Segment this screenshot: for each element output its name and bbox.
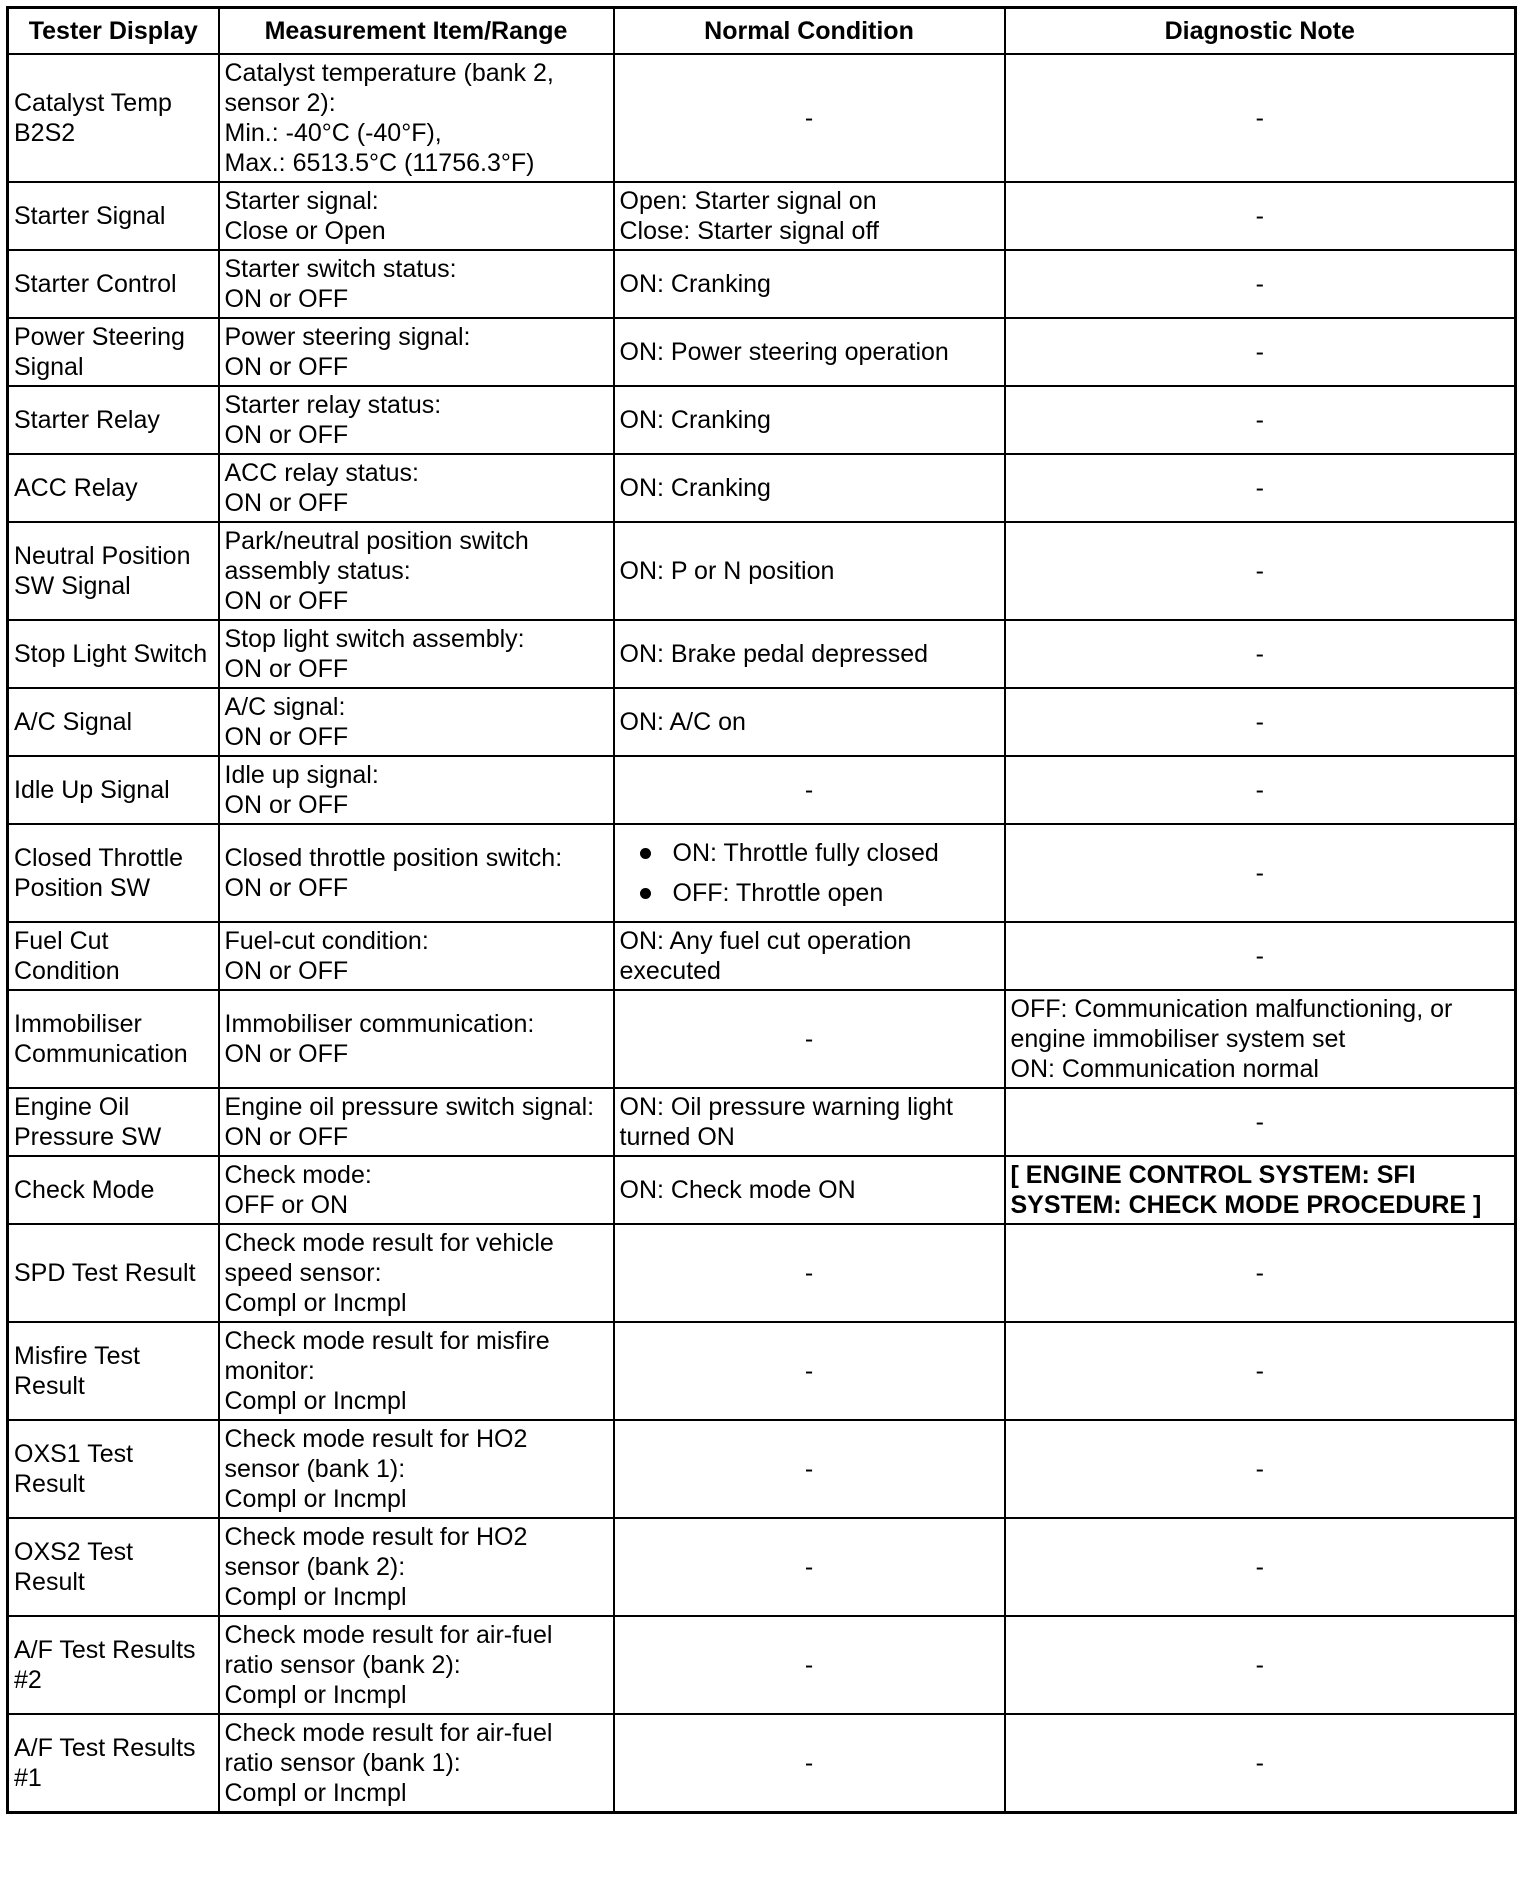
cell-measurement-range [219,386,614,454]
cell-line: assembly status: [224,557,411,585]
cell-line: Check mode result for air-fuel [224,1621,553,1649]
cell-line: Power Steering [14,323,185,351]
cell-tester-display [8,922,219,990]
cell-line: - [1255,859,1264,887]
cell-line: ON or OFF [224,655,349,683]
cell-line: Check mode result for HO2 [224,1523,528,1551]
cell-line: ON or OFF [224,723,349,751]
cell-line: - [804,776,814,804]
cell-line: SW Signal [14,572,131,600]
cell-line: - [1255,338,1264,366]
cell-diagnostic-note [1005,1224,1516,1322]
cell-measurement-range [219,1714,614,1813]
header-normal-condition: Normal Condition [614,8,1005,55]
cell-line: - [1255,1108,1264,1136]
cell-line: ACC Relay [14,474,138,502]
cell-normal-condition [614,688,1005,756]
cell-diagnostic-note [1005,454,1516,522]
cell-line: ON: Communication normal [1010,1055,1319,1083]
cell-line: Communication [14,1040,188,1068]
cell-measurement-range [219,182,614,250]
cell-diagnostic-note [1005,54,1516,182]
cell-line: Close: Starter signal off [619,217,879,245]
cell-line: A/C signal: [224,693,346,721]
cell-measurement-range [219,1156,614,1224]
cell-line: ON: Check mode ON [619,1176,856,1204]
cell-line: Power steering signal: [224,323,471,351]
cell-line: Starter Relay [14,406,160,434]
cell-tester-display [8,54,219,182]
cell-measurement-range [219,250,614,318]
header-diagnostic-note: Diagnostic Note [1005,8,1516,55]
cell-tester-display [8,386,219,454]
cell-measurement-range [219,1088,614,1156]
cell-diagnostic-note [1005,922,1516,990]
cell-line: Neutral Position [14,542,191,570]
cell-diagnostic-note [1005,1616,1516,1714]
cell-line: Closed throttle position switch: [224,844,563,872]
header-tester-display: Tester Display [8,8,219,55]
cell-line: Starter relay status: [224,391,442,419]
cell-line: - [1255,776,1264,804]
cell-normal-condition [614,1420,1005,1518]
cell-measurement-range [219,620,614,688]
cell-line: Compl or Incmpl [224,1387,407,1415]
cell-diagnostic-note [1005,1322,1516,1420]
cell-line: Stop light switch assembly: [224,625,525,653]
cell-line: Compl or Incmpl [224,1779,407,1807]
cell-line: SYSTEM: CHECK MODE PROCEDURE ] [1010,1191,1482,1219]
cell-line: - [804,1651,814,1679]
bullet-dot-icon [640,888,651,899]
cell-line: sensor (bank 1): [224,1455,406,1483]
table-row [8,454,1516,522]
cell-line: ON: Power steering operation [619,338,949,366]
cell-tester-display [8,1156,219,1224]
cell-line: #2 [14,1666,42,1694]
cell-line: ON: Cranking [619,474,771,502]
cell-diagnostic-note [1005,318,1516,386]
table-row [8,1156,1516,1224]
cell-line: ON: Any fuel cut operation [619,927,912,955]
cell-measurement-range [219,1616,614,1714]
cell-line: - [804,1749,814,1777]
cell-line: [ ENGINE CONTROL SYSTEM: SFI [1010,1161,1416,1189]
cell-line: SPD Test Result [14,1259,196,1287]
cell-diagnostic-note [1005,824,1516,922]
cell-line: OXS1 Test [14,1440,134,1468]
cell-diagnostic-note [1005,522,1516,620]
cell-line: Check mode result for air-fuel [224,1719,553,1747]
cell-measurement-range [219,522,614,620]
cell-line: Starter switch status: [224,255,457,283]
cell-diagnostic-note [1005,386,1516,454]
cell-measurement-range [219,756,614,824]
table-row [8,1518,1516,1616]
cell-line: ON or OFF [224,421,349,449]
cell-line: Starter Signal [14,202,166,230]
cell-normal-condition [614,922,1005,990]
cell-measurement-range [219,990,614,1088]
cell-line: Immobiliser [14,1010,142,1038]
cell-tester-display [8,522,219,620]
table-row [8,386,1516,454]
cell-line: Catalyst temperature (bank 2, [224,59,554,87]
cell-line: ACC relay status: [224,459,420,487]
table-row [8,54,1516,182]
cell-line: - [804,1357,814,1385]
cell-line: sensor 2): [224,89,336,117]
cell-line: Position SW [14,874,151,902]
cell-normal-condition [614,54,1005,182]
cell-diagnostic-note [1005,1714,1516,1813]
cell-normal-condition [614,990,1005,1088]
cell-diagnostic-note [1005,1156,1516,1224]
cell-measurement-range [219,1224,614,1322]
cell-line: Check mode result for HO2 [224,1425,528,1453]
cell-line: ON or OFF [224,285,349,313]
table-row [8,1714,1516,1813]
cell-line: Compl or Incmpl [224,1485,407,1513]
cell-line: Compl or Incmpl [224,1681,407,1709]
cell-normal-condition [614,1616,1005,1714]
cell-line: Max.: 6513.5°C (11756.3°F) [224,149,535,177]
cell-normal-condition [614,1224,1005,1322]
cell-line: ON or OFF [224,957,349,985]
cell-line: Min.: -40°C (-40°F), [224,119,442,147]
table-row [8,250,1516,318]
cell-line: - [1255,270,1264,298]
bullet-text: ON: Throttle fully closed [672,839,939,867]
cell-normal-condition [614,522,1005,620]
cell-normal-condition [614,318,1005,386]
cell-line: ON: Oil pressure warning light [619,1093,953,1121]
cell-line: Idle up signal: [224,761,379,789]
cell-measurement-range [219,454,614,522]
cell-line: - [804,1553,814,1581]
cell-line: Result [14,1568,85,1596]
cell-line: Idle Up Signal [14,776,170,804]
cell-line: Signal [14,353,84,381]
cell-measurement-range [219,688,614,756]
cell-measurement-range [219,1420,614,1518]
cell-line: A/F Test Results [14,1636,196,1664]
cell-line: ratio sensor (bank 2): [224,1651,461,1679]
cell-line: - [1255,1259,1264,1287]
cell-tester-display [8,182,219,250]
cell-line: Starter signal: [224,187,379,215]
cell-line: - [1255,1357,1264,1385]
cell-line: Stop Light Switch [14,640,208,668]
cell-line: ON or OFF [224,587,349,615]
cell-line: A/F Test Results [14,1734,196,1762]
cell-line: - [804,104,814,132]
cell-tester-display [8,1714,219,1813]
cell-line: Engine Oil [14,1093,130,1121]
cell-diagnostic-note [1005,990,1516,1088]
cell-line: Fuel Cut [14,927,109,955]
cell-line: - [804,1259,814,1287]
cell-diagnostic-note [1005,620,1516,688]
table-row [8,1420,1516,1518]
cell-line: Check Mode [14,1176,155,1204]
cell-line: Condition [14,957,120,985]
cell-diagnostic-note [1005,250,1516,318]
cell-line: - [1255,942,1264,970]
cell-line: B2S2 [14,119,76,147]
table-row [8,318,1516,386]
cell-line: Starter Control [14,270,177,298]
cell-line: ON or OFF [224,1040,349,1068]
cell-line: OFF or ON [224,1191,349,1219]
table-row [8,824,1516,922]
table-body [8,54,1516,1813]
cell-measurement-range [219,1322,614,1420]
data-list-table-container [6,6,1514,1814]
cell-line: sensor (bank 2): [224,1553,406,1581]
cell-tester-display [8,454,219,522]
cell-normal-condition [614,1156,1005,1224]
cell-line: ON: Cranking [619,406,771,434]
table-row [8,1224,1516,1322]
cell-line: Park/neutral position switch [224,527,529,555]
cell-line: ratio sensor (bank 1): [224,1749,461,1777]
cell-tester-display [8,1322,219,1420]
cell-line: ON or OFF [224,353,349,381]
cell-line: #1 [14,1764,42,1792]
cell-line: ON or OFF [224,489,349,517]
bullet-text: OFF: Throttle open [672,879,884,907]
cell-line: Check mode: [224,1161,372,1189]
cell-line: ON: P or N position [619,557,835,585]
cell-line: engine immobiliser system set [1010,1025,1346,1053]
cell-line: - [1255,1651,1264,1679]
cell-line: ON: Cranking [619,270,771,298]
cell-normal-condition [614,1322,1005,1420]
cell-line: - [1255,1553,1264,1581]
cell-diagnostic-note [1005,756,1516,824]
table-row [8,1322,1516,1420]
cell-measurement-range [219,922,614,990]
bullet-item [640,838,999,868]
table-row [8,688,1516,756]
cell-line: - [1255,202,1264,230]
bullet-dot-icon [640,848,651,859]
table-row [8,522,1516,620]
bullet-list [620,838,999,908]
cell-tester-display [8,620,219,688]
cell-line: ON or OFF [224,874,349,902]
table-row [8,756,1516,824]
cell-line: Check mode result for vehicle [224,1229,554,1257]
cell-line: ON: Brake pedal depressed [619,640,929,668]
cell-line: - [1255,557,1264,585]
table-row [8,1088,1516,1156]
cell-line: Misfire Test [14,1342,140,1370]
header-measurement-item-range: Measurement Item/Range [219,8,614,55]
bullet-item [640,878,999,908]
cell-line: Open: Starter signal on [619,187,877,215]
cell-measurement-range [219,318,614,386]
cell-normal-condition [614,620,1005,688]
cell-tester-display [8,990,219,1088]
cell-tester-display [8,1518,219,1616]
cell-line: Immobiliser communication: [224,1010,535,1038]
cell-line: - [1255,708,1264,736]
cell-line: Result [14,1470,85,1498]
cell-normal-condition [614,1714,1005,1813]
cell-diagnostic-note [1005,182,1516,250]
cell-line: - [804,1025,814,1053]
cell-line: Fuel-cut condition: [224,927,429,955]
table-row [8,922,1516,990]
cell-line: ON or OFF [224,791,349,819]
cell-tester-display [8,1088,219,1156]
cell-tester-display [8,250,219,318]
cell-normal-condition [614,250,1005,318]
cell-line: OXS2 Test [14,1538,134,1566]
cell-line: Result [14,1372,85,1400]
cell-line: executed [619,957,721,985]
table-row [8,1616,1516,1714]
cell-diagnostic-note [1005,1420,1516,1518]
cell-line: Engine oil pressure switch signal: [224,1093,595,1121]
cell-normal-condition [614,756,1005,824]
cell-normal-condition [614,824,1005,922]
cell-line: A/C Signal [14,708,133,736]
cell-measurement-range [219,824,614,922]
table-header-row [8,8,1516,55]
table-row [8,990,1516,1088]
cell-line: - [1255,406,1264,434]
data-list-table [6,6,1517,1814]
cell-tester-display [8,1616,219,1714]
cell-tester-display [8,824,219,922]
cell-line: ON: A/C on [619,708,746,736]
cell-line: Catalyst Temp [14,89,172,117]
cell-tester-display [8,1420,219,1518]
cell-tester-display [8,1224,219,1322]
cell-normal-condition [614,1088,1005,1156]
cell-tester-display [8,756,219,824]
cell-line: turned ON [619,1123,735,1151]
table-row [8,620,1516,688]
cell-line: Check mode result for misfire [224,1327,550,1355]
cell-line: - [1255,474,1264,502]
cell-line: Compl or Incmpl [224,1289,407,1317]
cell-line: - [1255,640,1264,668]
cell-line: - [804,1455,814,1483]
cell-line: - [1255,1455,1264,1483]
cell-line: - [1255,1749,1264,1777]
cell-measurement-range [219,54,614,182]
cell-normal-condition [614,182,1005,250]
cell-normal-condition [614,386,1005,454]
cell-normal-condition [614,454,1005,522]
cell-line: Close or Open [224,217,386,245]
cell-line: monitor: [224,1357,315,1385]
cell-line: - [1255,104,1264,132]
cell-line: speed sensor: [224,1259,382,1287]
cell-line: OFF: Communication malfunctioning, or [1010,995,1453,1023]
cell-normal-condition [614,1518,1005,1616]
cell-measurement-range [219,1518,614,1616]
cell-line: Compl or Incmpl [224,1583,407,1611]
cell-line: Pressure SW [14,1123,162,1151]
cell-diagnostic-note [1005,1518,1516,1616]
cell-line: ON or OFF [224,1123,349,1151]
cell-line: Closed Throttle [14,844,184,872]
cell-diagnostic-note [1005,1088,1516,1156]
table-row [8,182,1516,250]
cell-tester-display [8,688,219,756]
cell-diagnostic-note [1005,688,1516,756]
cell-tester-display [8,318,219,386]
